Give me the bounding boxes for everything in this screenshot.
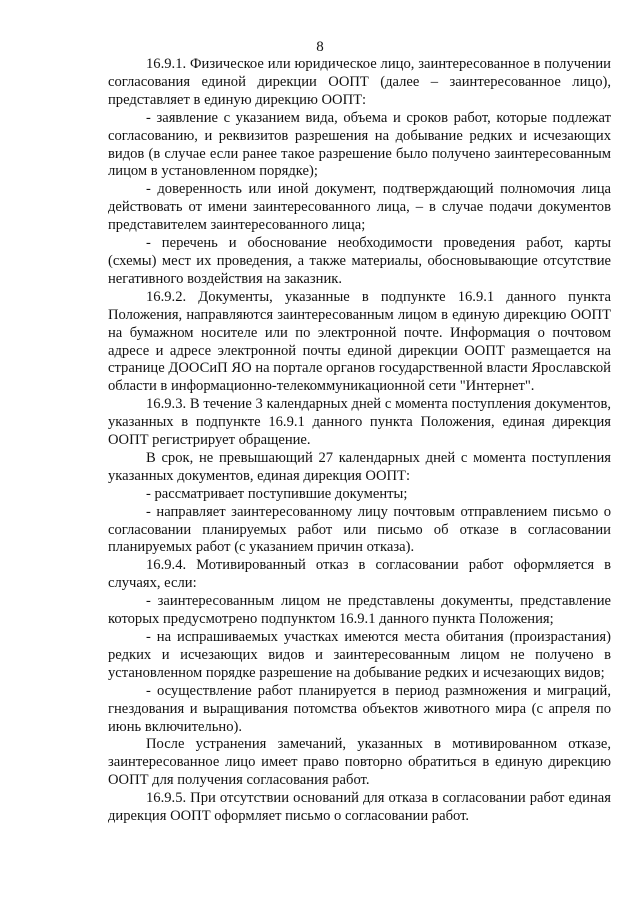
- list-item-application: - заявление с указанием вида, объема и сроков работ, которые подлежат согласованию, и реквизитов разрешения на добывание редких и исчезающих видов (в случае если ранее такое разрешение было получено заинтересованным лицом в установленном порядке);: [108, 109, 611, 180]
- list-item-missing-documents: - заинтересованным лицом не представлены документы, представление которых предусмотрено подпунктом 16.9.1 данного пункта Положения;: [108, 593, 611, 628]
- list-item-work-justification: - перечень и обоснование необходимости проведения работ, карты (схемы) мест их проведения, а также материалы, обосновывающие отсутствие негативного воздействия на заказник.: [108, 235, 611, 287]
- document-body: [108, 56, 611, 826]
- list-item-power-of-attorney: - доверенность или иной документ, подтверждающий полномочия лица действовать от имени заинтересованного лица, – в случае подачи документов представителем заинтересованного лица;: [108, 181, 611, 234]
- paragraph-review-deadline: В срок, не превышающий 27 календарных дней с момента поступления указанных документов, единая дирекция ООПТ:: [108, 449, 611, 484]
- paragraph-16-9-1: 16.9.1. Физическое или юридическое лицо, заинтересованное в получении согласования единой дирекции ООПТ (далее – заинтересованное лицо), представляет в единую дирекцию ООПТ:: [108, 56, 611, 108]
- paragraph-16-9-4: 16.9.4. Мотивированный отказ в согласовании работ оформляется в случаях, если:: [108, 557, 611, 592]
- page-number: 8: [316, 39, 324, 55]
- list-item-rare-species-habitat: - на испрашиваемых участках имеются места обитания (произрастания) редких и исчезающих видов и заинтересованным лицом не получено в установленном порядке разрешение на добывание редких и исчезающих видов;: [108, 629, 611, 681]
- paragraph-resubmission: После устранения замечаний, указанных в мотивированном отказе, заинтересованное лицо имеет право повторно обратиться в единую дирекцию ООПТ для получения согласования работ.: [108, 736, 611, 789]
- list-item-review-documents: - рассматривает поступившие документы;: [146, 485, 408, 502]
- paragraph-16-9-5: 16.9.5. При отсутствии оснований для отказа в согласовании работ единая дирекция ООПТ оформляет письмо о согласовании работ.: [108, 790, 611, 825]
- list-item-send-letter: - направляет заинтересованному лицу почтовым отправлением письмо о согласовании планируемых работ или письмо об отказе в согласовании планируемых работ (с указанием причин отказа).: [108, 503, 611, 556]
- list-item-breeding-period: - осуществление работ планируется в период размножения и миграций, гнездования и выращивания потомства объектов животного мира (с апреля по июнь включительно).: [108, 682, 611, 735]
- paragraph-16-9-2: 16.9.2. Документы, указанные в подпункте 16.9.1 данного пункта Положения, направляются заинтересованным лицом в единую дирекцию ООПТ на бумажном носителе или по электронной почте. Информация о почтовом адресе и адресе электронной почты единой дирекции ООПТ размещается на странице ДООСиП ЯО на портале органов государственной власти Ярославской области в информационно-телекоммуникационной сети "Интернет".: [108, 288, 611, 395]
- paragraph-16-9-3: 16.9.3. В течение 3 календарных дней с момента поступления документов, указанных в подпункте 16.9.1 данного пункта Положения, единая дирекция ООПТ регистрирует обращение.: [108, 396, 611, 449]
